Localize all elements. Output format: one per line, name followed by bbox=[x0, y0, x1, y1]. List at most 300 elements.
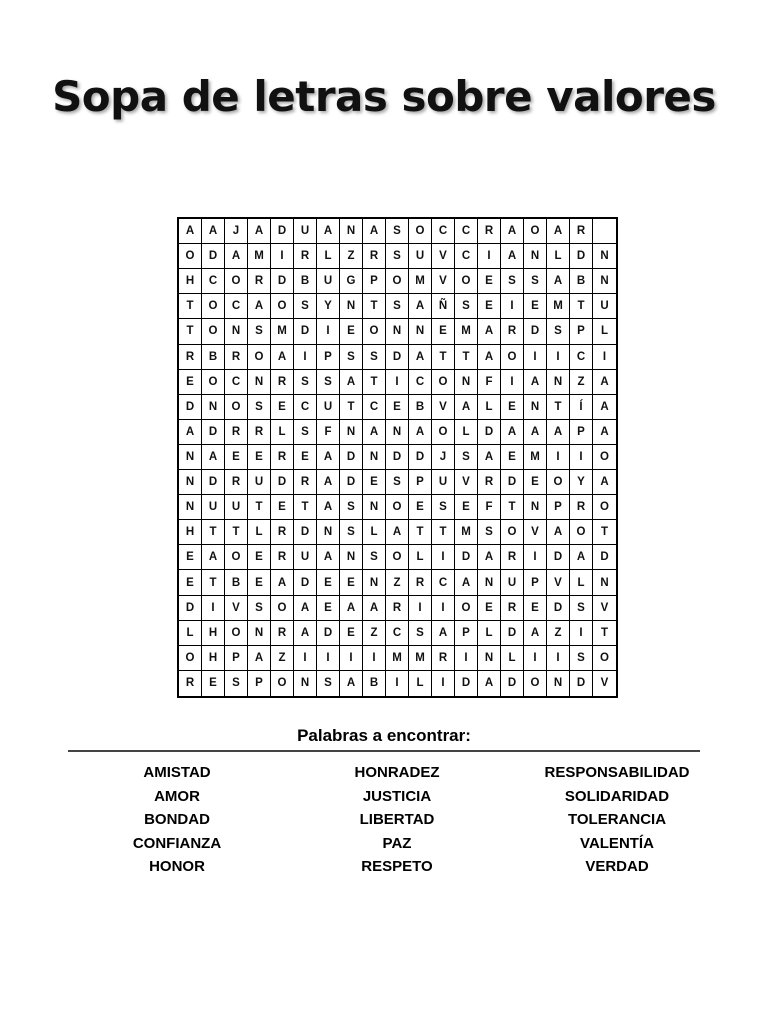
grid-cell: N bbox=[478, 570, 501, 595]
grid-cell: A bbox=[593, 395, 616, 420]
grid-cell: C bbox=[202, 269, 225, 294]
grid-cell: H bbox=[179, 520, 202, 545]
grid-cell: S bbox=[524, 269, 547, 294]
grid-cell: E bbox=[202, 671, 225, 696]
grid-cell: P bbox=[409, 470, 432, 495]
grid-cell: B bbox=[294, 269, 317, 294]
grid-cell: O bbox=[455, 269, 478, 294]
grid-cell: M bbox=[409, 646, 432, 671]
grid-cell: Z bbox=[363, 621, 386, 646]
grid-cell: O bbox=[547, 470, 570, 495]
page-title: Sopa de letras sobre valores bbox=[52, 72, 716, 121]
grid-cell: A bbox=[524, 621, 547, 646]
grid-cell: O bbox=[248, 345, 271, 370]
grid-cell: D bbox=[202, 470, 225, 495]
word-item: HONRADEZ bbox=[354, 764, 440, 781]
grid-cell: A bbox=[248, 219, 271, 244]
grid-cell: E bbox=[409, 495, 432, 520]
grid-cell: A bbox=[547, 520, 570, 545]
grid-cell: I bbox=[340, 646, 363, 671]
grid-cell: N bbox=[386, 319, 409, 344]
grid-cell: A bbox=[202, 545, 225, 570]
grid-cell: N bbox=[478, 646, 501, 671]
grid-cell: R bbox=[294, 470, 317, 495]
grid-cell: S bbox=[248, 596, 271, 621]
grid-cell: U bbox=[202, 495, 225, 520]
grid-cell: A bbox=[271, 570, 294, 595]
grid-cell: D bbox=[340, 470, 363, 495]
grid-cell: A bbox=[363, 420, 386, 445]
grid-cell: E bbox=[501, 445, 524, 470]
grid-cell: V bbox=[432, 269, 455, 294]
grid-cell: A bbox=[363, 219, 386, 244]
grid-cell: M bbox=[271, 319, 294, 344]
grid-cell: A bbox=[294, 621, 317, 646]
grid-cell: I bbox=[271, 244, 294, 269]
grid-cell: I bbox=[317, 646, 340, 671]
grid-cell: A bbox=[409, 294, 432, 319]
grid-cell: A bbox=[524, 370, 547, 395]
grid-cell: D bbox=[294, 520, 317, 545]
grid-cell: R bbox=[570, 219, 593, 244]
grid-cell: A bbox=[547, 420, 570, 445]
grid-cell: S bbox=[363, 345, 386, 370]
grid-cell: O bbox=[570, 520, 593, 545]
grid-cell: U bbox=[294, 545, 317, 570]
grid-cell: D bbox=[501, 621, 524, 646]
grid-cell: U bbox=[225, 495, 248, 520]
grid-cell: T bbox=[432, 520, 455, 545]
divider bbox=[68, 750, 700, 752]
grid-cell: D bbox=[501, 470, 524, 495]
grid-cell: T bbox=[340, 395, 363, 420]
grid-cell: R bbox=[501, 545, 524, 570]
grid-cell: O bbox=[363, 319, 386, 344]
grid-cell: E bbox=[179, 370, 202, 395]
grid-cell: S bbox=[386, 470, 409, 495]
grid-cell: A bbox=[501, 420, 524, 445]
grid-cell: I bbox=[524, 545, 547, 570]
grid-cell: I bbox=[202, 596, 225, 621]
grid-cell: I bbox=[593, 345, 616, 370]
word-item: RESPETO bbox=[361, 858, 433, 875]
grid-cell: G bbox=[340, 269, 363, 294]
grid-cell: R bbox=[294, 244, 317, 269]
grid-cell: D bbox=[386, 345, 409, 370]
grid-cell: S bbox=[317, 671, 340, 696]
grid-cell: A bbox=[179, 219, 202, 244]
grid-cell: O bbox=[225, 621, 248, 646]
grid-cell: R bbox=[478, 219, 501, 244]
grid-cell: O bbox=[593, 646, 616, 671]
grid-cell: U bbox=[409, 244, 432, 269]
grid-cell: O bbox=[225, 269, 248, 294]
grid-cell: R bbox=[570, 495, 593, 520]
grid-cell: A bbox=[593, 470, 616, 495]
grid-cell: M bbox=[547, 294, 570, 319]
grid-cell: A bbox=[501, 219, 524, 244]
word-item: AMOR bbox=[154, 787, 200, 805]
grid-cell: R bbox=[225, 470, 248, 495]
grid-cell: I bbox=[547, 445, 570, 470]
grid-cell: P bbox=[317, 345, 340, 370]
grid-cell: A bbox=[455, 570, 478, 595]
grid-cell: P bbox=[225, 646, 248, 671]
grid-cell: O bbox=[524, 219, 547, 244]
grid-cell: O bbox=[501, 520, 524, 545]
grid-cell: N bbox=[593, 269, 616, 294]
grid-cell: V bbox=[455, 470, 478, 495]
grid-cell: S bbox=[386, 294, 409, 319]
grid-cell: A bbox=[547, 219, 570, 244]
grid-cell: R bbox=[501, 596, 524, 621]
grid-cell: I bbox=[570, 621, 593, 646]
grid-cell: E bbox=[478, 294, 501, 319]
grid-cell: A bbox=[340, 596, 363, 621]
grid-cell: N bbox=[363, 570, 386, 595]
word-item: HONOR bbox=[149, 858, 205, 875]
grid-cell: C bbox=[432, 219, 455, 244]
grid-cell: E bbox=[524, 596, 547, 621]
word-item: TOLERANCIA bbox=[567, 811, 667, 828]
grid-cell: N bbox=[547, 671, 570, 696]
grid-cell: E bbox=[478, 596, 501, 621]
grid-cell: C bbox=[570, 345, 593, 370]
word-list-column-2 bbox=[297, 763, 497, 881]
grid-cell: S bbox=[409, 621, 432, 646]
grid-cell: S bbox=[294, 370, 317, 395]
grid-cell: S bbox=[455, 445, 478, 470]
grid-cell: U bbox=[317, 395, 340, 420]
grid-cell: D bbox=[179, 395, 202, 420]
grid-cell: L bbox=[363, 520, 386, 545]
grid-cell: A bbox=[432, 621, 455, 646]
grid-cell: O bbox=[524, 671, 547, 696]
grid-cell: H bbox=[202, 646, 225, 671]
grid-cell: E bbox=[317, 596, 340, 621]
grid-cell: A bbox=[248, 646, 271, 671]
grid-cell: I bbox=[478, 244, 501, 269]
grid-cell: E bbox=[294, 445, 317, 470]
grid-cell: D bbox=[501, 671, 524, 696]
grid-cell: O bbox=[202, 294, 225, 319]
grid-cell: S bbox=[386, 219, 409, 244]
grid-cell: M bbox=[248, 244, 271, 269]
grid-cell: A bbox=[478, 345, 501, 370]
grid-cell: I bbox=[524, 646, 547, 671]
grid-cell: P bbox=[248, 671, 271, 696]
grid-cell: M bbox=[455, 319, 478, 344]
grid-cell: S bbox=[478, 520, 501, 545]
grid-cell: O bbox=[409, 219, 432, 244]
grid-cell: S bbox=[340, 495, 363, 520]
grid-cell: E bbox=[248, 545, 271, 570]
grid-cell: N bbox=[179, 495, 202, 520]
grid-cell: Í bbox=[570, 395, 593, 420]
grid-cell: O bbox=[386, 545, 409, 570]
grid-cell: D bbox=[271, 269, 294, 294]
grid-cell: A bbox=[248, 294, 271, 319]
grid-cell: F bbox=[317, 420, 340, 445]
grid-cell: D bbox=[455, 545, 478, 570]
grid-cell: T bbox=[248, 495, 271, 520]
grid-cell: A bbox=[455, 395, 478, 420]
grid-cell: A bbox=[225, 244, 248, 269]
grid-cell: E bbox=[248, 445, 271, 470]
grid-cell: I bbox=[317, 319, 340, 344]
grid-cell: T bbox=[179, 294, 202, 319]
grid-cell: E bbox=[340, 319, 363, 344]
grid-cell: A bbox=[179, 420, 202, 445]
grid-cell: I bbox=[294, 646, 317, 671]
grid-cell: O bbox=[593, 495, 616, 520]
grid-cell bbox=[593, 219, 616, 244]
grid-cell: S bbox=[501, 269, 524, 294]
grid-cell: N bbox=[340, 420, 363, 445]
grid-cell: I bbox=[386, 671, 409, 696]
grid-cell: A bbox=[340, 671, 363, 696]
grid-cell: D bbox=[294, 570, 317, 595]
grid-cell: R bbox=[478, 470, 501, 495]
grid-cell: N bbox=[340, 219, 363, 244]
grid-cell: J bbox=[432, 445, 455, 470]
grid-cell: O bbox=[179, 646, 202, 671]
grid-cell: A bbox=[386, 520, 409, 545]
grid-cell: I bbox=[432, 596, 455, 621]
grid-cell: N bbox=[340, 545, 363, 570]
grid-cell: O bbox=[501, 345, 524, 370]
grid-cell: C bbox=[225, 370, 248, 395]
grid-cell: E bbox=[455, 495, 478, 520]
grid-cell: A bbox=[294, 596, 317, 621]
word-item: SOLIDARIDAD bbox=[564, 787, 670, 805]
grid-cell: L bbox=[593, 319, 616, 344]
grid-cell: D bbox=[409, 445, 432, 470]
grid-cell: U bbox=[317, 269, 340, 294]
grid-cell: A bbox=[317, 445, 340, 470]
grid-cell: A bbox=[317, 545, 340, 570]
grid-cell: S bbox=[386, 244, 409, 269]
grid-cell: S bbox=[340, 345, 363, 370]
grid-cell: S bbox=[294, 420, 317, 445]
grid-cell: O bbox=[225, 545, 248, 570]
grid-cell: A bbox=[409, 420, 432, 445]
grid-cell: R bbox=[248, 420, 271, 445]
grid-cell: T bbox=[547, 395, 570, 420]
grid-cell: I bbox=[570, 445, 593, 470]
word-item: PAZ bbox=[382, 834, 412, 852]
grid-cell: R bbox=[409, 570, 432, 595]
grid-cell: C bbox=[455, 219, 478, 244]
grid-cell: N bbox=[455, 370, 478, 395]
grid-cell: N bbox=[524, 244, 547, 269]
grid-cell: C bbox=[363, 395, 386, 420]
grid-cell: E bbox=[478, 269, 501, 294]
grid-cell: T bbox=[409, 520, 432, 545]
grid-cell: T bbox=[225, 520, 248, 545]
grid-cell: D bbox=[271, 219, 294, 244]
grid-cell: D bbox=[455, 671, 478, 696]
grid-cell: E bbox=[524, 294, 547, 319]
grid-cell: U bbox=[593, 294, 616, 319]
grid-cell: H bbox=[179, 269, 202, 294]
grid-cell: B bbox=[570, 269, 593, 294]
grid-cell: V bbox=[432, 244, 455, 269]
grid-cell: P bbox=[547, 495, 570, 520]
grid-cell: A bbox=[524, 420, 547, 445]
grid-cell: A bbox=[478, 671, 501, 696]
grid-cell: I bbox=[547, 345, 570, 370]
grid-cell: L bbox=[409, 671, 432, 696]
grid-cell: T bbox=[202, 520, 225, 545]
grid-cell: C bbox=[294, 395, 317, 420]
grid-cell: N bbox=[593, 244, 616, 269]
grid-cell: A bbox=[340, 370, 363, 395]
grid-cell: R bbox=[225, 420, 248, 445]
grid-cell: T bbox=[593, 621, 616, 646]
grid-cell: E bbox=[248, 570, 271, 595]
grid-cell: B bbox=[363, 671, 386, 696]
grid-cell: S bbox=[363, 545, 386, 570]
grid-cell: D bbox=[179, 596, 202, 621]
grid-cell: R bbox=[501, 319, 524, 344]
grid-cell: D bbox=[593, 545, 616, 570]
grid-cell: R bbox=[271, 621, 294, 646]
grid-cell: D bbox=[524, 319, 547, 344]
word-item: RESPONSABILIDAD bbox=[544, 764, 690, 781]
grid-cell: N bbox=[248, 370, 271, 395]
grid-cell: D bbox=[271, 470, 294, 495]
grid-cell: A bbox=[478, 445, 501, 470]
grid-cell: E bbox=[501, 395, 524, 420]
grid-cell: N bbox=[524, 395, 547, 420]
grid-cell: N bbox=[409, 319, 432, 344]
grid-cell: A bbox=[501, 244, 524, 269]
grid-cell: A bbox=[478, 319, 501, 344]
grid-cell: M bbox=[409, 269, 432, 294]
grid-cell: A bbox=[202, 219, 225, 244]
grid-cell: O bbox=[432, 420, 455, 445]
grid-cell: U bbox=[432, 470, 455, 495]
grid-cell: N bbox=[386, 420, 409, 445]
grid-cell: T bbox=[570, 294, 593, 319]
grid-cell: S bbox=[248, 319, 271, 344]
grid-cell: N bbox=[363, 445, 386, 470]
grid-cell: O bbox=[593, 445, 616, 470]
grid-cell: I bbox=[386, 370, 409, 395]
grid-cell: L bbox=[179, 621, 202, 646]
grid-cell: N bbox=[248, 621, 271, 646]
grid-cell: O bbox=[432, 370, 455, 395]
grid-cell: Z bbox=[386, 570, 409, 595]
word-list-column-1 bbox=[77, 763, 277, 881]
grid-cell: L bbox=[409, 545, 432, 570]
grid-cell: N bbox=[179, 470, 202, 495]
grid-cell: T bbox=[593, 520, 616, 545]
grid-cell: M bbox=[524, 445, 547, 470]
grid-cell: A bbox=[547, 269, 570, 294]
grid-cell: E bbox=[340, 570, 363, 595]
grid-cell: L bbox=[271, 420, 294, 445]
words-heading: Palabras a encontrar: bbox=[297, 726, 471, 745]
grid-cell: O bbox=[271, 671, 294, 696]
grid-cell: R bbox=[225, 345, 248, 370]
grid-cell: E bbox=[271, 495, 294, 520]
grid-cell: A bbox=[363, 596, 386, 621]
grid-cell: P bbox=[455, 621, 478, 646]
grid-cell: N bbox=[547, 370, 570, 395]
grid-cell: C bbox=[409, 370, 432, 395]
grid-cell: J bbox=[225, 219, 248, 244]
grid-cell: E bbox=[432, 319, 455, 344]
grid-cell: V bbox=[225, 596, 248, 621]
grid-cell: I bbox=[524, 345, 547, 370]
grid-cell: S bbox=[294, 294, 317, 319]
grid-cell: N bbox=[294, 671, 317, 696]
grid-cell: E bbox=[386, 395, 409, 420]
grid-cell: I bbox=[432, 545, 455, 570]
grid-cell: S bbox=[432, 495, 455, 520]
grid-cell: C bbox=[225, 294, 248, 319]
grid-cell: R bbox=[363, 244, 386, 269]
grid-cell: P bbox=[363, 269, 386, 294]
grid-cell: S bbox=[547, 319, 570, 344]
grid-cell: R bbox=[432, 646, 455, 671]
grid-cell: T bbox=[179, 319, 202, 344]
grid-cell: Z bbox=[340, 244, 363, 269]
grid-cell: D bbox=[317, 621, 340, 646]
grid-cell: Y bbox=[570, 470, 593, 495]
grid-cell: T bbox=[202, 570, 225, 595]
grid-cell: S bbox=[570, 596, 593, 621]
grid-cell: E bbox=[225, 445, 248, 470]
grid-cell: N bbox=[593, 570, 616, 595]
grid-cell: C bbox=[432, 570, 455, 595]
grid-cell: V bbox=[524, 520, 547, 545]
grid-cell: R bbox=[271, 520, 294, 545]
grid-cell: L bbox=[547, 244, 570, 269]
grid-cell: A bbox=[478, 545, 501, 570]
grid-cell: B bbox=[225, 570, 248, 595]
grid-cell: D bbox=[386, 445, 409, 470]
grid-cell: Y bbox=[317, 294, 340, 319]
grid-cell: H bbox=[202, 621, 225, 646]
grid-cell: D bbox=[570, 244, 593, 269]
grid-cell: T bbox=[294, 495, 317, 520]
grid-cell: A bbox=[271, 345, 294, 370]
grid-cell: P bbox=[570, 319, 593, 344]
grid-cell: N bbox=[179, 445, 202, 470]
grid-cell: N bbox=[202, 395, 225, 420]
grid-cell: T bbox=[501, 495, 524, 520]
grid-cell: P bbox=[570, 420, 593, 445]
grid-cell: B bbox=[202, 345, 225, 370]
grid-cell: U bbox=[501, 570, 524, 595]
grid-cell: S bbox=[248, 395, 271, 420]
grid-cell: O bbox=[271, 294, 294, 319]
grid-cell: L bbox=[248, 520, 271, 545]
grid-cell: Z bbox=[570, 370, 593, 395]
grid-cell: S bbox=[340, 520, 363, 545]
word-item: BONDAD bbox=[144, 811, 210, 828]
grid-cell: A bbox=[317, 495, 340, 520]
grid-cell: Z bbox=[271, 646, 294, 671]
grid-cell: N bbox=[363, 495, 386, 520]
grid-cell: I bbox=[455, 646, 478, 671]
word-item: VERDAD bbox=[585, 858, 649, 875]
grid-cell: Z bbox=[547, 621, 570, 646]
grid-cell: T bbox=[363, 370, 386, 395]
